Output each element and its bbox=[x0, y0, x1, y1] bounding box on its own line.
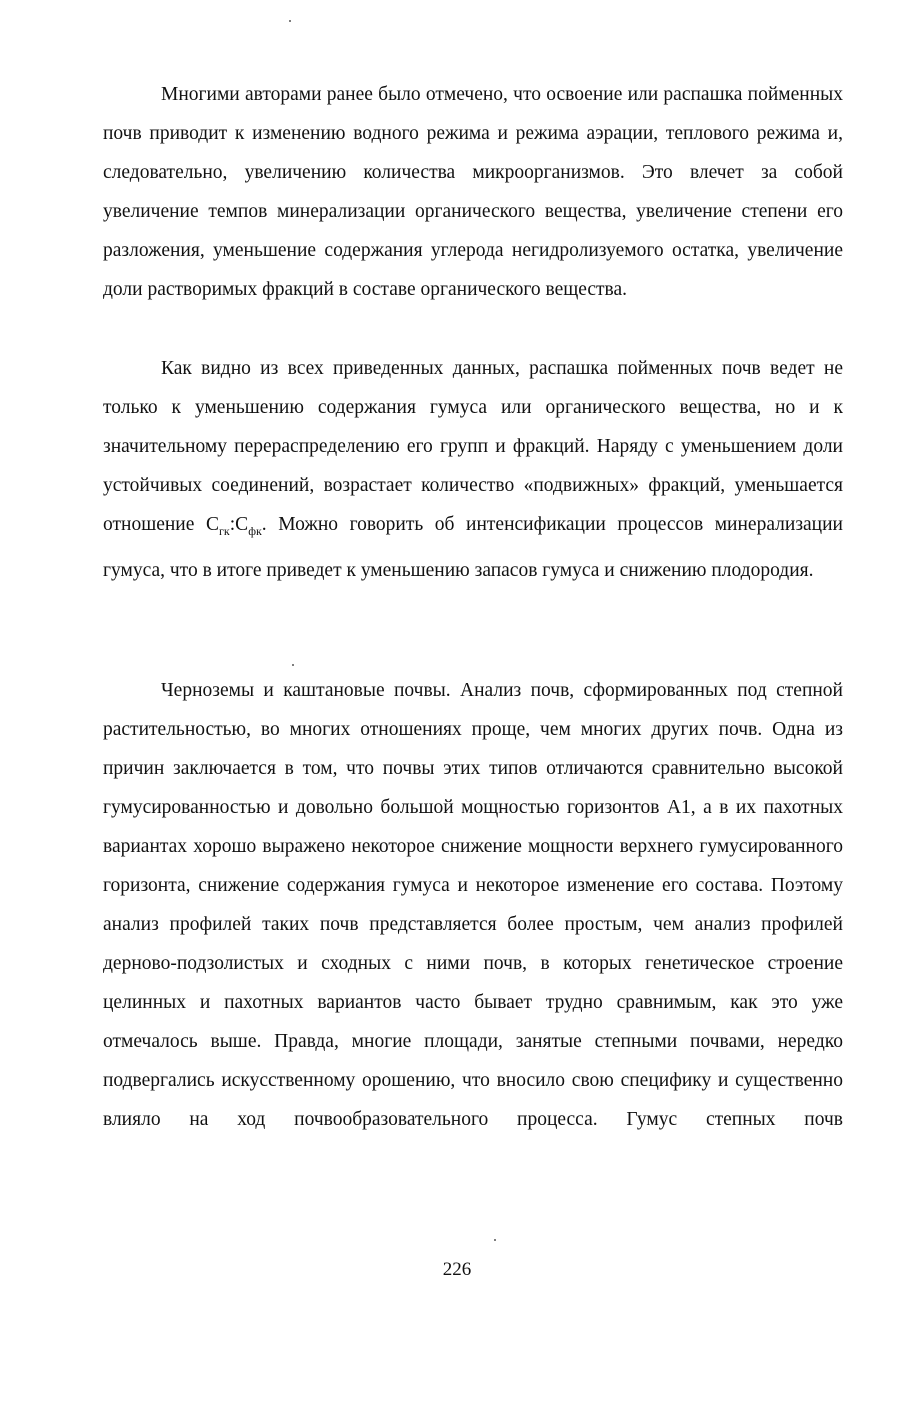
paragraph-3 bbox=[103, 671, 843, 1139]
scan-speck bbox=[292, 664, 294, 666]
formula-separator: : bbox=[229, 514, 236, 535]
formula-numerator-subscript: гк bbox=[218, 523, 230, 538]
page-number: 226 bbox=[442, 1259, 472, 1280]
paragraph-3-text: Черноземы и каштановые почвы. Анализ почв, сформированных под степной растительностью, во многих отношениях проще, чем многих других почв. Одна из причин заключается в том, что почвы этих типов отличаются сравнительно высокой гумусированностью и довольно большой мощностью горизонтов А1, а в их пахотных вариантах хорошо выражено некоторое снижение мощности верхнего гумусированного горизонта, снижение содержания гумуса и некоторое изменение его состава. Поэтому анализ профилей таких почв представляется более простым, чем анализ профилей дерново-подзолистых и сходных с ними почв, в которых генетическое строение целинных и пахотных вариантов часто бывает трудно сравнимым, как это уже отмечалось выше. Правда, многие площади, занятые степными почвами, нередко подвергались искусственному орошению, что вносило свою специфику и существенно влияло на ход почвообразовательного процесса. Гумус степных почв bbox=[103, 680, 843, 1130]
paragraph-2-text bbox=[103, 349, 843, 590]
paragraph-1-text: Многими авторами ранее было отмечено, что освоение или распашка пойменных почв приводит к изменению водного режима и режима аэрации, теплового режима и, следовательно, увеличению количества микроорганизмов. Это влечет за собой увеличение темпов минерализации органического вещества, увеличение степени его разложения, уменьшение содержания углерода негидролизуемого остатка, увеличение доли растворимых фракций в составе органического вещества. bbox=[103, 84, 843, 300]
formula-numerator-symbol: С bbox=[205, 514, 219, 535]
formula-denominator-symbol: С bbox=[235, 514, 249, 535]
paragraph-2-text-end: . Можно говорить об интенсификации процессов минерализации гумуса, что в итоге приведет к уменьшению запасов гумуса и снижению плодородия. bbox=[103, 514, 843, 581]
scan-speck bbox=[289, 20, 291, 22]
formula-denominator-subscript: фк bbox=[248, 523, 262, 538]
paragraph-2-text-start: Как видно из всех приведенных данных, распашка пойменных почв ведет не только к уменьшению содержания гумуса или органического вещества, но и к значительному перераспределению его групп и фракций. Наряду с уменьшением доли устойчивых соединений, возрастает количество «подвижных» фракций, уменьшается отношение bbox=[103, 358, 843, 535]
ratio-formula bbox=[205, 514, 262, 538]
scan-speck bbox=[494, 1239, 496, 1241]
paragraph-2 bbox=[103, 349, 843, 590]
paragraph-1 bbox=[103, 75, 843, 309]
